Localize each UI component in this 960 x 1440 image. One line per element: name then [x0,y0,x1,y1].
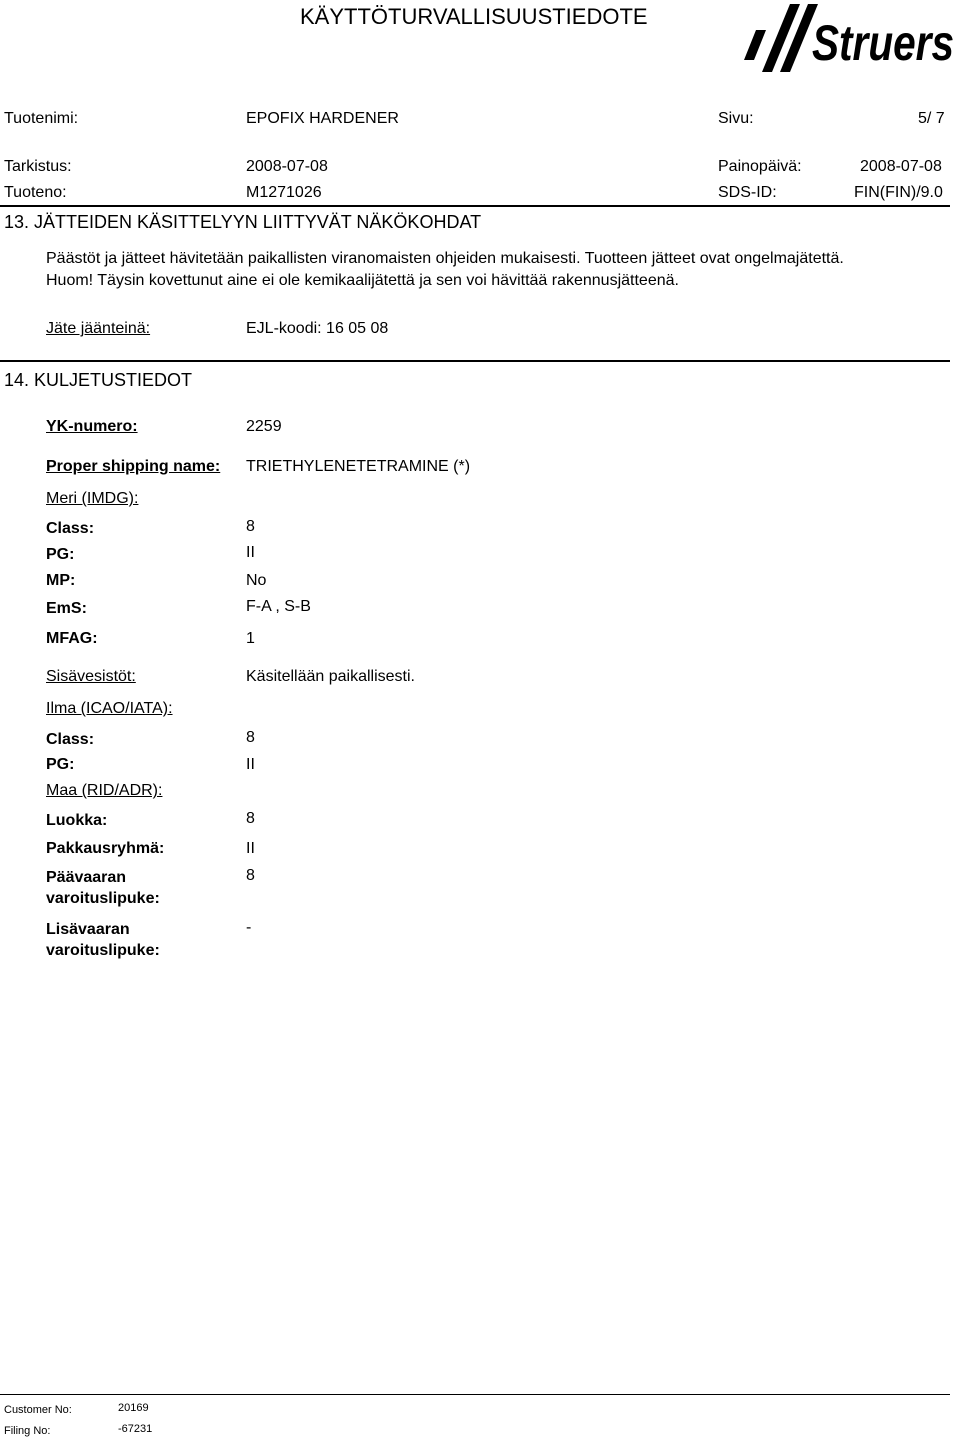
section-divider [0,360,950,362]
air-pg-value: II [246,756,255,773]
waste-value: EJL-koodi: 16 05 08 [246,320,389,337]
print-date-label: Painopäivä: [718,158,802,175]
sub-hazard-label-line-2: varoituslipuke: [46,942,160,959]
page-label: Sivu: [718,110,754,127]
air-transport-label: Ilma (ICAO/IATA): [46,700,173,717]
revision-label: Tarkistus: [4,158,72,175]
un-number-label: YK-numero: [46,418,138,435]
sea-pg-value: II [246,544,255,561]
revision-date: 2008-07-08 [246,158,328,175]
sub-hazard-label-line-1: Lisävaaran [46,921,130,938]
land-pg-label: Pakkausryhmä: [46,840,165,857]
sea-mfag-value: 1 [246,630,255,647]
air-pg-label: PG: [46,756,75,773]
proper-shipping-name-label: Proper shipping name: [46,458,221,475]
air-class-value: 8 [246,729,255,746]
sea-class-label: Class: [46,520,95,537]
product-name: EPOFIX HARDENER [246,110,399,127]
sub-hazard-value: - [246,919,252,936]
footer-divider [0,1394,950,1395]
un-number-value: 2259 [246,418,282,435]
waste-label: Jäte jäänteinä: [46,320,151,337]
inland-waterways-value: Käsitellään paikallisesti. [246,668,415,685]
sea-class-value: 8 [246,518,255,535]
section-14-heading: 14. KULJETUSTIEDOT [4,370,193,390]
sea-ems-label: EmS: [46,600,87,617]
section-13-heading: 13. JÄTTEIDEN KÄSITTELYYN LIITTYVÄT NÄKÖKOHDAT [4,212,482,232]
sea-ems-value: F-A , S-B [246,598,311,615]
air-class-label: Class: [46,731,95,748]
product-no-label: Tuoteno: [4,184,67,201]
print-date: 2008-07-08 [860,158,942,175]
customer-no-label: Customer No: [4,1404,72,1416]
filing-no-value: -67231 [118,1423,153,1435]
product-no: M1271026 [246,184,322,201]
land-class-value: 8 [246,810,255,827]
sea-mfag-label: MFAG: [46,630,98,647]
struers-logo [742,0,958,74]
land-pg-value: II [246,840,255,857]
sea-pg-label: PG: [46,546,75,563]
proper-shipping-name-value: TRIETHYLENETETRAMINE (*) [246,458,471,475]
sds-id-label: SDS-ID: [718,184,777,201]
product-name-label: Tuotenimi: [4,110,79,127]
main-hazard-label-line-2: varoituslipuke: [46,890,160,907]
sds-id: FIN(FIN)/9.0 [854,184,943,201]
inland-waterways-label: Sisävesistöt: [46,668,136,685]
page-value: 5/ 7 [918,110,945,127]
main-hazard-value: 8 [246,867,255,884]
section-13-line-1: Päästöt ja jätteet hävitetään paikallisten viranomaisten ohjeiden mukaisesti. Tuotteen jätteet ovat ongelmajätettä. [46,250,844,267]
brand-text: Struers [812,15,954,71]
land-transport-label: Maa (RID/ADR): [46,782,163,799]
filing-no-label: Filing No: [4,1425,51,1437]
document-title: KÄYTTÖTURVALLISUUSTIEDOTE [300,4,648,29]
section-13-line-2: Huom! Täysin kovettunut aine ei ole kemikaalijätettä ja sen voi hävittää rakennusjätteenä. [46,272,679,289]
land-class-label: Luokka: [46,812,108,829]
customer-no-value: 20169 [118,1402,149,1414]
header-divider [0,205,950,207]
sea-transport-label: Meri (IMDG): [46,490,139,507]
sea-mp-value: No [246,572,267,589]
main-hazard-label-line-1: Päävaaran [46,869,127,886]
sea-mp-label: MP: [46,572,76,589]
